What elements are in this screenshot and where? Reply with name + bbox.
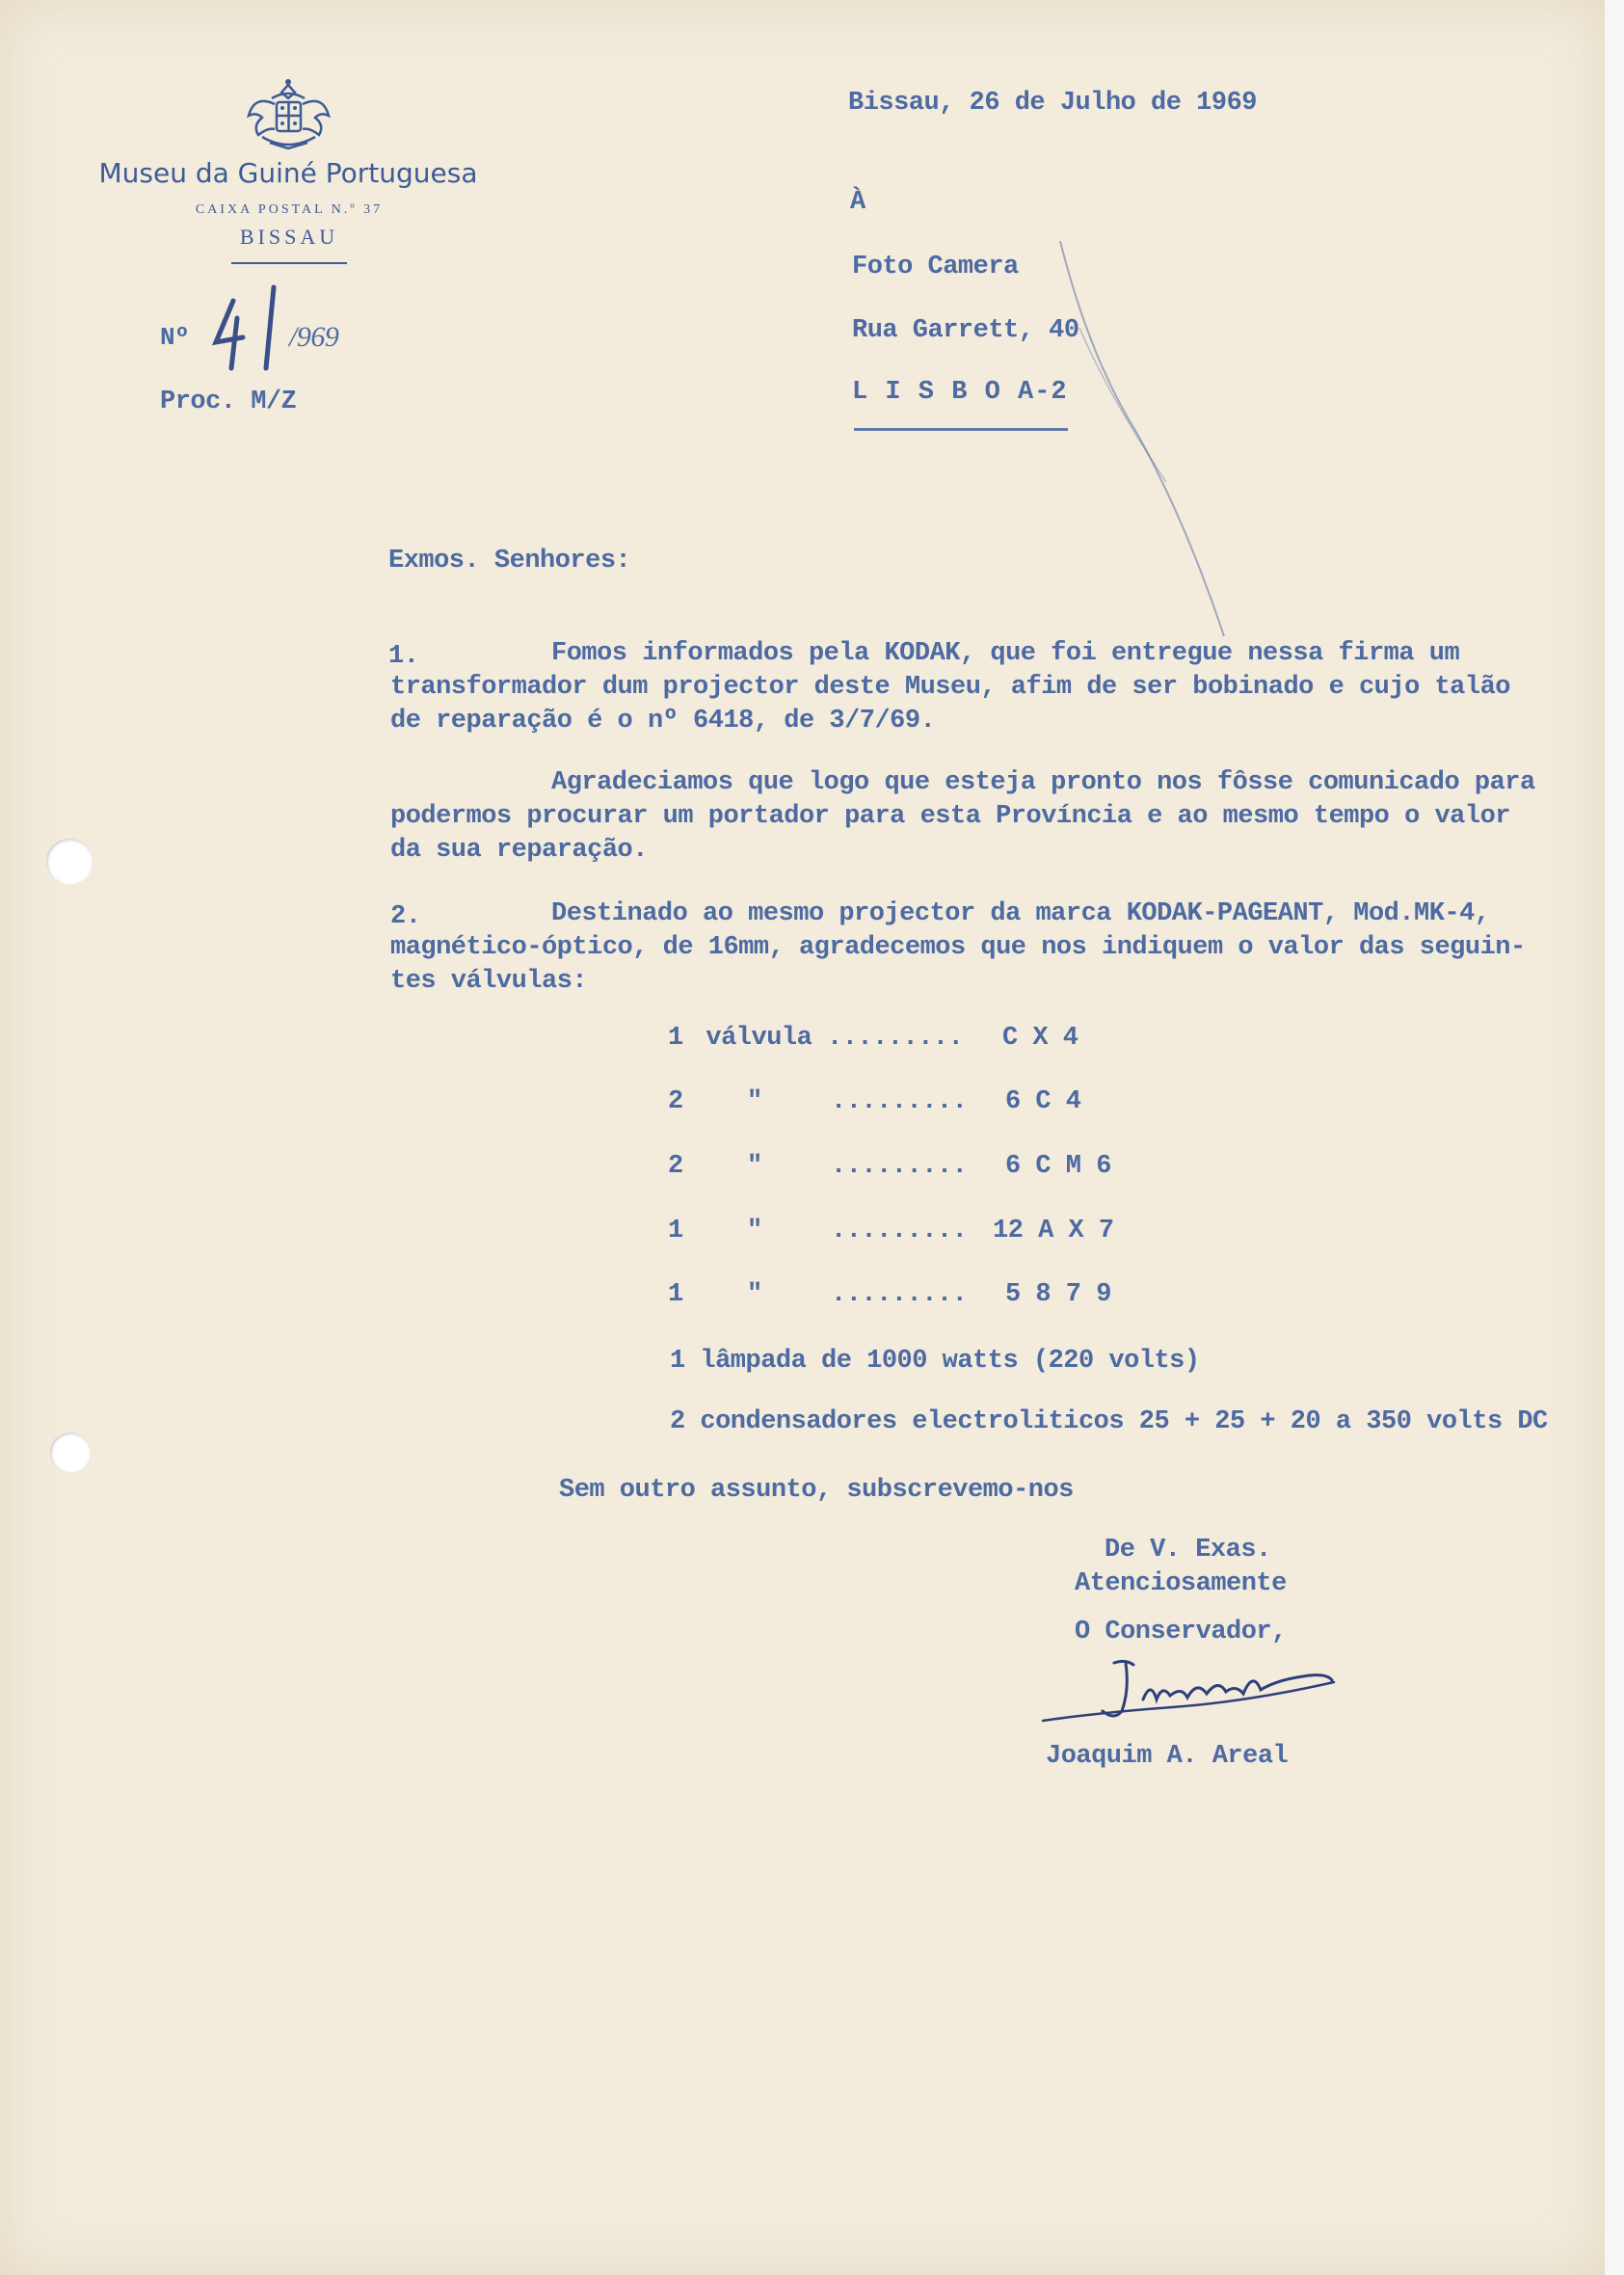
- signatory-name: Joaquim A. Areal: [1046, 1742, 1289, 1771]
- recipient-prefix: À: [850, 188, 865, 217]
- item-code: 6 C M 6: [1005, 1152, 1111, 1181]
- item-code: 5 8 7 9: [1005, 1280, 1111, 1309]
- item-ditto: ": [747, 1152, 762, 1181]
- stray-pen-mark: [1051, 241, 1243, 651]
- closing-line: Sem outro assunto, subscrevemo-nos: [559, 1476, 1074, 1505]
- item-dots: .........: [831, 1087, 968, 1116]
- item-row: [668, 1024, 812, 1053]
- paragraph-2: [390, 768, 1535, 870]
- item-code: 6 C 4: [1005, 1087, 1081, 1116]
- paragraph-line: de reparação é o nº 6418, de 3/7/69.: [390, 707, 936, 736]
- scan-margin: [1605, 0, 1624, 2275]
- letterhead-city: BISSAU: [239, 225, 339, 249]
- paragraph-1-number: 1.: [388, 642, 419, 671]
- process-reference: Proc. M/Z: [160, 388, 297, 416]
- item-dots: .........: [831, 1217, 968, 1245]
- item-code: C X 4: [1002, 1024, 1078, 1053]
- paragraph-line: Fomos informados pela KODAK, que foi entregue nessa firma um: [551, 639, 1460, 668]
- item-qty: 1: [668, 1280, 683, 1309]
- paragraph-line: da sua reparação.: [390, 836, 648, 865]
- paragraph-line: tes válvulas:: [390, 967, 588, 996]
- paragraph-line: Agradeciamos que logo que esteja pronto nos fôsse comunicado para: [551, 768, 1535, 797]
- item-qty: 2: [668, 1152, 683, 1181]
- handwritten-signature: [1037, 1651, 1345, 1743]
- paragraph-1: [390, 639, 1510, 740]
- paragraph-line: Destinado ao mesmo projector da marca KODAK-PAGEANT, Mod.MK-4,: [551, 899, 1490, 928]
- organization-name: Museu da Guiné Portuguesa: [98, 157, 478, 189]
- reference-year: /969: [289, 321, 339, 353]
- letter-date: Bissau, 26 de Julho de 1969: [848, 89, 1257, 118]
- item-qty: 1: [668, 1024, 683, 1053]
- signature-line-3: O Conservador,: [1075, 1618, 1287, 1646]
- punch-hole: [50, 1432, 91, 1473]
- letterhead-rule: [231, 262, 347, 264]
- capacitor-item: 2 condensadores electroliticos 25 + 25 + 20 a 350 volts DC: [670, 1407, 1548, 1436]
- item-dots: .........: [831, 1152, 968, 1181]
- recipient-underline: [854, 428, 1068, 431]
- paragraph-line: transformador dum projector deste Museu, afim de ser bobinado e cujo talão: [390, 673, 1510, 702]
- item-ditto: ": [747, 1217, 762, 1245]
- recipient-city: L I S B O A-2: [852, 378, 1068, 407]
- recipient-name: Foto Camera: [852, 253, 1019, 281]
- punch-hole: [46, 839, 93, 885]
- lamp-item: 1 lâmpada de 1000 watts (220 volts): [670, 1347, 1200, 1376]
- handwritten-reference-number: [206, 280, 283, 376]
- paragraph-line: magnético-óptico, de 16mm, agradecemos que nos indiquem o valor das seguin-: [390, 933, 1526, 962]
- item-qty: 2: [668, 1087, 683, 1116]
- coat-of-arms-icon: [243, 77, 334, 159]
- item-ditto: ": [747, 1087, 762, 1116]
- item-dots: .........: [831, 1280, 968, 1309]
- recipient-street: Rua Garrett, 40: [852, 316, 1079, 345]
- item-code: 12 A X 7: [993, 1217, 1114, 1245]
- item-dots: .........: [827, 1024, 964, 1053]
- paragraph-line: podermos procurar um portador para esta Província e ao mesmo tempo o valor: [390, 802, 1510, 831]
- salutation: Exmos. Senhores:: [388, 547, 631, 575]
- paragraph-3: [390, 899, 1526, 1001]
- item-ditto: ": [747, 1280, 762, 1309]
- item-name: válvula: [706, 1024, 812, 1053]
- signature-line-2: Atenciosamente: [1075, 1569, 1287, 1598]
- item-qty: 1: [668, 1217, 683, 1245]
- paragraph-3-number: 2.: [390, 902, 421, 931]
- postal-box: CAIXA POSTAL N.º 37: [195, 202, 384, 217]
- reference-number-label: Nº: [160, 323, 190, 352]
- signature-line-1: De V. Exas.: [1105, 1536, 1271, 1565]
